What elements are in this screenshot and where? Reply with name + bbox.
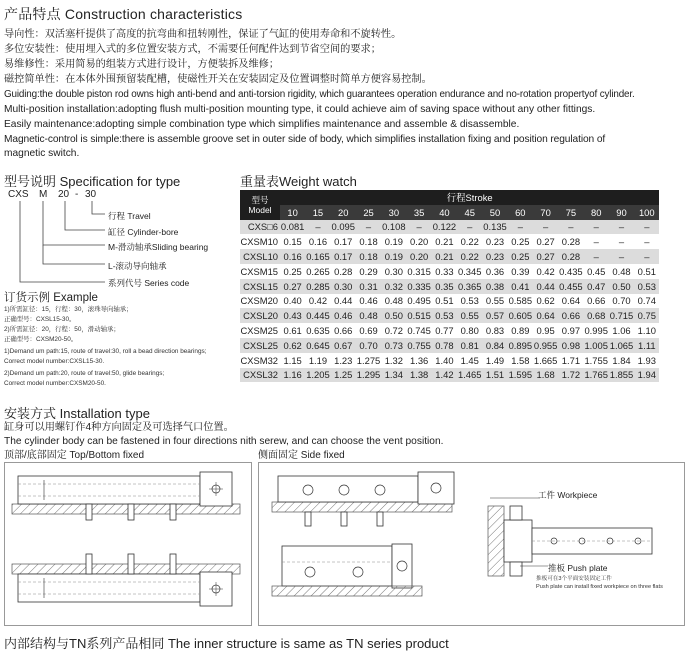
side-drawing: [258, 462, 685, 626]
table-row: [240, 323, 659, 338]
weight-cell: 0.48: [381, 294, 406, 309]
weight-cell: 0.84: [482, 338, 507, 353]
weight-cell: 0.635: [306, 325, 330, 337]
stroke-col: 25: [356, 205, 381, 220]
weight-cell: 0.495: [407, 295, 431, 307]
example-line-5: 1)Demand um path:15, route of travel:30, roll a bead direction bearings;: [4, 348, 207, 355]
weight-cell: 1.42: [432, 368, 457, 383]
stroke-header: 行程Stroke: [280, 190, 659, 205]
weight-cell: 1.665: [533, 354, 558, 366]
weight-cell: 1.40: [432, 353, 457, 368]
weight-cell: 1.58: [508, 353, 533, 368]
table-row: [240, 368, 659, 383]
weight-cell: 0.16: [280, 249, 305, 264]
weight-cell: 0.29: [356, 264, 381, 279]
code-dash: -: [75, 189, 79, 200]
weight-cell: 0.895: [508, 339, 533, 351]
weight-cell: –: [634, 220, 659, 235]
weight-cell: 0.62: [280, 338, 305, 353]
weight-cell: 0.25: [508, 249, 533, 264]
weight-cell: 0.70: [609, 294, 634, 309]
weight-cell: 0.47: [584, 279, 609, 294]
weight-cell: 0.66: [584, 294, 609, 309]
weight-cell: –: [457, 220, 482, 235]
weight-cell: 0.64: [558, 294, 583, 309]
weight-cell: 0.135: [483, 221, 507, 233]
weight-cell: 0.46: [331, 308, 356, 323]
weight-cell: –: [356, 220, 381, 235]
weight-cell: 1.06: [609, 323, 634, 338]
model-cell: CXSL25: [240, 338, 280, 353]
weight-cell: 0.20: [406, 234, 431, 249]
weight-cell: –: [634, 234, 659, 249]
weight-cell: 0.22: [457, 234, 482, 249]
table-row: [240, 308, 659, 323]
stroke-col: 100: [634, 205, 659, 220]
weight-cell: 0.28: [331, 264, 356, 279]
model-cell: CXSM20: [240, 295, 278, 307]
weight-cell: 0.108: [382, 221, 406, 233]
weight-cell: 0.75: [634, 308, 659, 323]
weight-cell: 0.17: [331, 234, 356, 249]
weight-cell: 0.50: [381, 308, 406, 323]
weight-cell: 0.53: [634, 279, 659, 294]
table-row: [240, 279, 659, 294]
weight-cell: 1.11: [634, 338, 659, 353]
weight-cell: 0.97: [558, 323, 583, 338]
weight-cell: 1.205: [306, 369, 330, 381]
model-cell: CXSL32: [240, 368, 280, 383]
label-series: 系列代号 Series code: [108, 278, 190, 288]
weight-cell: 0.98: [558, 338, 583, 353]
weight-cell: –: [558, 220, 583, 235]
weight-cell: 0.33: [432, 264, 457, 279]
model-cell: CXS□6: [240, 220, 280, 235]
weight-cell: 0.265: [306, 265, 330, 277]
weight-cell: –: [305, 220, 330, 235]
weight-cell: 0.68: [584, 308, 609, 323]
weight-cell: 0.53: [457, 294, 482, 309]
weight-cell: 0.27: [280, 279, 305, 294]
en-line-5: magnetic switch.: [4, 148, 80, 159]
stroke-col: 20: [331, 205, 356, 220]
push-note-en: Push plate can install fixed workpiece on three flats: [536, 584, 663, 590]
en-line-1: Guiding:the double piston rod owns high anti-bend and anti-torsion rigidity, which guarantees operation endurance and no-rotation propertyof cylinder.: [4, 89, 635, 100]
table-row: [240, 353, 659, 368]
weight-table: [240, 190, 659, 382]
weight-cell: 1.15: [280, 353, 305, 368]
weight-cell: –: [584, 234, 609, 249]
weight-cell: 0.44: [331, 294, 356, 309]
weight-cell: –: [609, 234, 634, 249]
table-row: [240, 338, 659, 353]
weight-cell: 0.28: [558, 249, 583, 264]
weight-cell: 1.16: [280, 368, 305, 383]
weight-cell: 0.23: [482, 234, 507, 249]
label-sliding: M-滑动轴承Sliding bearing: [108, 242, 209, 252]
weight-cell: 1.19: [305, 353, 330, 368]
weight-cell: 0.605: [508, 310, 533, 322]
weight-cell: 0.50: [609, 279, 634, 294]
weight-cell: 0.81: [457, 338, 482, 353]
weight-title: 重量表Weight watch: [240, 174, 357, 189]
weight-cell: 0.20: [406, 249, 431, 264]
weight-cell: 0.38: [482, 279, 507, 294]
weight-cell: 0.15: [280, 234, 305, 249]
weight-cell: 0.455: [559, 280, 583, 292]
weight-cell: 0.39: [508, 264, 533, 279]
weight-cell: 0.16: [305, 234, 330, 249]
example-line-4: 正确型号：CXSM20-50。: [4, 336, 78, 343]
weight-cell: –: [609, 249, 634, 264]
stroke-col: 10: [280, 205, 305, 220]
stroke-col: 70: [533, 205, 558, 220]
weight-cell: 1.45: [457, 353, 482, 368]
weight-cell: 0.30: [381, 264, 406, 279]
installation-en: The cylinder body can be fastened in four directions nith serew, and can choose the vent position.: [4, 436, 444, 447]
model-cell: CXSM25: [240, 325, 278, 337]
weight-cell: 0.48: [356, 308, 381, 323]
example-line-6: Correct model number:CXSL15-30.: [4, 358, 105, 365]
weight-cell: 0.285: [306, 280, 330, 292]
weight-cell: 1.84: [609, 353, 634, 368]
weight-cell: 0.53: [432, 308, 457, 323]
model-cell: CXSM32: [240, 354, 278, 366]
weight-cell: 0.315: [407, 265, 431, 277]
weight-cell: 0.28: [558, 234, 583, 249]
weight-cell: 0.36: [482, 264, 507, 279]
stroke-col: 45: [457, 205, 482, 220]
weight-cell: 1.72: [558, 368, 583, 383]
weight-cell: 0.66: [558, 308, 583, 323]
stroke-col: 60: [508, 205, 533, 220]
stroke-col: 30: [381, 205, 406, 220]
example-line-7: 2)Demand um path:20, route of travel:50, glide bearings;: [4, 370, 165, 377]
weight-cell: 0.74: [634, 294, 659, 309]
weight-cell: 0.081: [280, 221, 305, 233]
weight-cell: 0.27: [533, 249, 558, 264]
weight-cell: 0.78: [432, 338, 457, 353]
weight-cell: 0.21: [432, 234, 457, 249]
weight-cell: 0.83: [482, 323, 507, 338]
table-row: [240, 294, 659, 309]
example-line-3: 2)所需缸径：20，行程：50，滑动轴承；: [4, 326, 120, 333]
weight-cell: 0.32: [381, 279, 406, 294]
model-cell: CXSM15: [240, 265, 278, 277]
weight-cell: 0.755: [407, 339, 431, 351]
weight-cell: 0.30: [331, 279, 356, 294]
cn-line-1: 导向性：双活塞杆提供了高度的抗弯曲和扭转刚性，保证了气缸的使用寿命和不旋转性。: [4, 29, 402, 40]
weight-cell: 1.49: [482, 353, 507, 368]
en-line-2: Multi-position installation:adopting flush multi-position mounting type, it could achieve aim of saving space without any other fittings.: [4, 104, 596, 115]
weight-cell: 0.095: [331, 221, 355, 233]
weight-cell: 0.66: [331, 323, 356, 338]
stroke-col: 50: [482, 205, 507, 220]
weight-cell: 0.435: [559, 265, 583, 277]
stroke-col: 75: [558, 205, 583, 220]
weight-cell: 0.64: [533, 308, 558, 323]
weight-cell: 0.745: [407, 325, 431, 337]
stroke-col: 40: [432, 205, 457, 220]
model-cell: CXSL15: [240, 279, 280, 294]
cn-line-4: 磁控简单性：在本体外围预留装配槽，使磁性开关在安装固定及位置调整时简单方便容易控制。: [4, 74, 432, 85]
cn-line-2: 多位安装性：使用埋入式的多位置安装方式，不需要任何配件达到节省空间的要求；: [4, 44, 381, 55]
weight-cell: 1.38: [406, 368, 431, 383]
stroke-values-row: [240, 205, 659, 220]
weight-cell: –: [406, 220, 431, 235]
weight-cell: 0.445: [306, 310, 330, 322]
weight-cell: 0.80: [457, 323, 482, 338]
weight-cell: 1.94: [634, 368, 659, 383]
stroke-col: 15: [305, 205, 330, 220]
weight-cell: 0.18: [356, 234, 381, 249]
weight-cell: 0.46: [356, 294, 381, 309]
installation-cn: 缸身可以用螺钉作4种方向固定及可选择气口位置。: [4, 422, 234, 433]
weight-cell: 0.31: [356, 279, 381, 294]
weight-cell: 1.855: [609, 369, 634, 381]
weight-cell: 0.955: [533, 339, 558, 351]
weight-cell: 1.34: [381, 368, 406, 383]
weight-table-body: [240, 220, 659, 383]
weight-cell: 0.69: [356, 323, 381, 338]
weight-cell: 0.51: [432, 294, 457, 309]
weight-cell: –: [533, 220, 558, 235]
weight-cell: 1.10: [634, 323, 659, 338]
code-bearing: M: [39, 189, 48, 200]
stroke-col: 35: [406, 205, 431, 220]
construction-title: 产品特点 Construction characteristics: [4, 6, 243, 22]
weight-cell: 1.68: [533, 368, 558, 383]
top-bottom-drawing: [4, 462, 252, 626]
weight-cell: 0.57: [482, 308, 507, 323]
weight-cell: 0.55: [482, 294, 507, 309]
weight-cell: 0.95: [533, 323, 558, 338]
example-title: 订货示例 Example: [4, 292, 98, 304]
example-line-1: 1)所需缸径：15，行程：30，滚珠导向轴承；: [4, 306, 133, 313]
installation-title: 安装方式 Installation type: [4, 406, 150, 421]
weight-cell: 1.065: [609, 339, 634, 351]
code-bore: 20: [58, 189, 70, 200]
weight-cell: 1.465: [457, 369, 482, 381]
weight-cell: 1.36: [406, 353, 431, 368]
model-cell: CXSL20: [240, 308, 280, 323]
en-line-4: Magnetic-control is simple:there is assemble groove set in outer side of body, which simplifies installation fixing and position regulation of: [4, 134, 606, 145]
weight-cell: 0.19: [381, 249, 406, 264]
weight-cell: 0.70: [356, 338, 381, 353]
weight-cell: 0.122: [432, 221, 457, 233]
label-travel: 行程 Travel: [108, 211, 151, 221]
spec-title: 型号说明 Specification for type: [4, 174, 181, 189]
label-bore: 缸径 Cylinder-bore: [108, 227, 179, 237]
weight-cell: 1.23: [331, 353, 356, 368]
model-cell: CXSL10: [240, 249, 280, 264]
weight-cell: 0.61: [280, 323, 305, 338]
model-cell: CXSM10: [240, 236, 278, 248]
weight-cell: 0.335: [407, 280, 431, 292]
table-row: [240, 234, 659, 249]
weight-cell: 0.715: [609, 310, 634, 322]
label-rolling: L-滚动导向轴承: [108, 261, 167, 271]
weight-cell: 0.27: [533, 234, 558, 249]
weight-cell: 0.23: [482, 249, 507, 264]
weight-cell: –: [634, 249, 659, 264]
table-row: [240, 220, 659, 235]
weight-cell: –: [584, 249, 609, 264]
en-line-3: Easily maintenance:adopting simple combination type which simplifies maintenance and assemble & disassemble.: [4, 119, 520, 130]
weight-cell: 0.25: [508, 234, 533, 249]
weight-cell: 0.35: [432, 279, 457, 294]
table-row: [240, 249, 659, 264]
stroke-col: 90: [609, 205, 634, 220]
weight-cell: 0.17: [331, 249, 356, 264]
weight-cell: 0.345: [457, 265, 482, 277]
weight-cell: 0.67: [331, 338, 356, 353]
weight-cell: 1.275: [356, 354, 381, 366]
weight-cell: 1.71: [558, 353, 583, 368]
weight-cell: 0.42: [305, 294, 330, 309]
weight-cell: 1.51: [482, 368, 507, 383]
weight-cell: –: [508, 220, 533, 235]
weight-cell: 1.755: [584, 354, 608, 366]
push-plate-label: 推板 Push plate: [548, 563, 608, 573]
weight-cell: 0.18: [356, 249, 381, 264]
example-line-8: Correct model number:CXSM20-50.: [4, 380, 106, 387]
weight-cell: 0.515: [407, 310, 431, 322]
footer-note: 内部结构与TN系列产品相同 The inner structure is same as TN series product: [4, 636, 449, 651]
weight-cell: 0.73: [381, 338, 406, 353]
table-row: [240, 264, 659, 279]
weight-cell: 0.21: [432, 249, 457, 264]
weight-cell: 0.42: [533, 264, 558, 279]
side-label: 侧面固定 Side fixed: [258, 450, 345, 461]
stroke-col: 80: [584, 205, 609, 220]
weight-cell: 0.44: [533, 279, 558, 294]
weight-cell: 1.93: [634, 353, 659, 368]
weight-cell: 0.40: [280, 294, 305, 309]
workpiece-label: 工件 Workpiece: [538, 490, 598, 500]
weight-cell: 0.585: [508, 295, 533, 307]
weight-cell: 1.25: [331, 368, 356, 383]
weight-cell: 0.72: [381, 323, 406, 338]
weight-cell: 0.89: [508, 323, 533, 338]
push-note-cn: 推板可在3个平面安装固定工件: [536, 576, 612, 582]
weight-cell: 0.19: [381, 234, 406, 249]
weight-cell: –: [584, 220, 609, 235]
weight-cell: 0.48: [609, 264, 634, 279]
top-bottom-label: 顶部/底部固定 Top/Bottom fixed: [4, 450, 145, 461]
weight-cell: 1.005: [584, 339, 608, 351]
weight-cell: 0.995: [584, 325, 608, 337]
weight-cell: 0.51: [634, 264, 659, 279]
weight-cell: 1.295: [356, 369, 381, 381]
cn-line-3: 易维修性：采用简易的组装方式进行设计，方便装拆及维修；: [4, 59, 280, 70]
code-series: CXS: [8, 189, 29, 200]
example-line-2: 正确型号：CXSL15-30。: [4, 316, 76, 323]
model-header: 型号 Model: [240, 190, 280, 220]
weight-cell: 0.45: [584, 264, 609, 279]
weight-cell: 0.645: [306, 339, 330, 351]
weight-cell: 0.22: [457, 249, 482, 264]
weight-cell: 0.62: [533, 294, 558, 309]
weight-cell: 1.765: [584, 369, 608, 381]
weight-cell: 0.41: [508, 279, 533, 294]
weight-cell: 1.32: [381, 353, 406, 368]
weight-cell: 0.25: [280, 264, 305, 279]
weight-cell: 0.365: [457, 280, 482, 292]
weight-cell: 0.165: [306, 251, 330, 263]
weight-cell: 0.55: [457, 308, 482, 323]
weight-cell: 0.77: [432, 323, 457, 338]
weight-cell: 1.595: [508, 369, 533, 381]
weight-cell: –: [609, 220, 634, 235]
weight-cell: 0.43: [280, 308, 305, 323]
code-stroke: 30: [85, 189, 97, 200]
